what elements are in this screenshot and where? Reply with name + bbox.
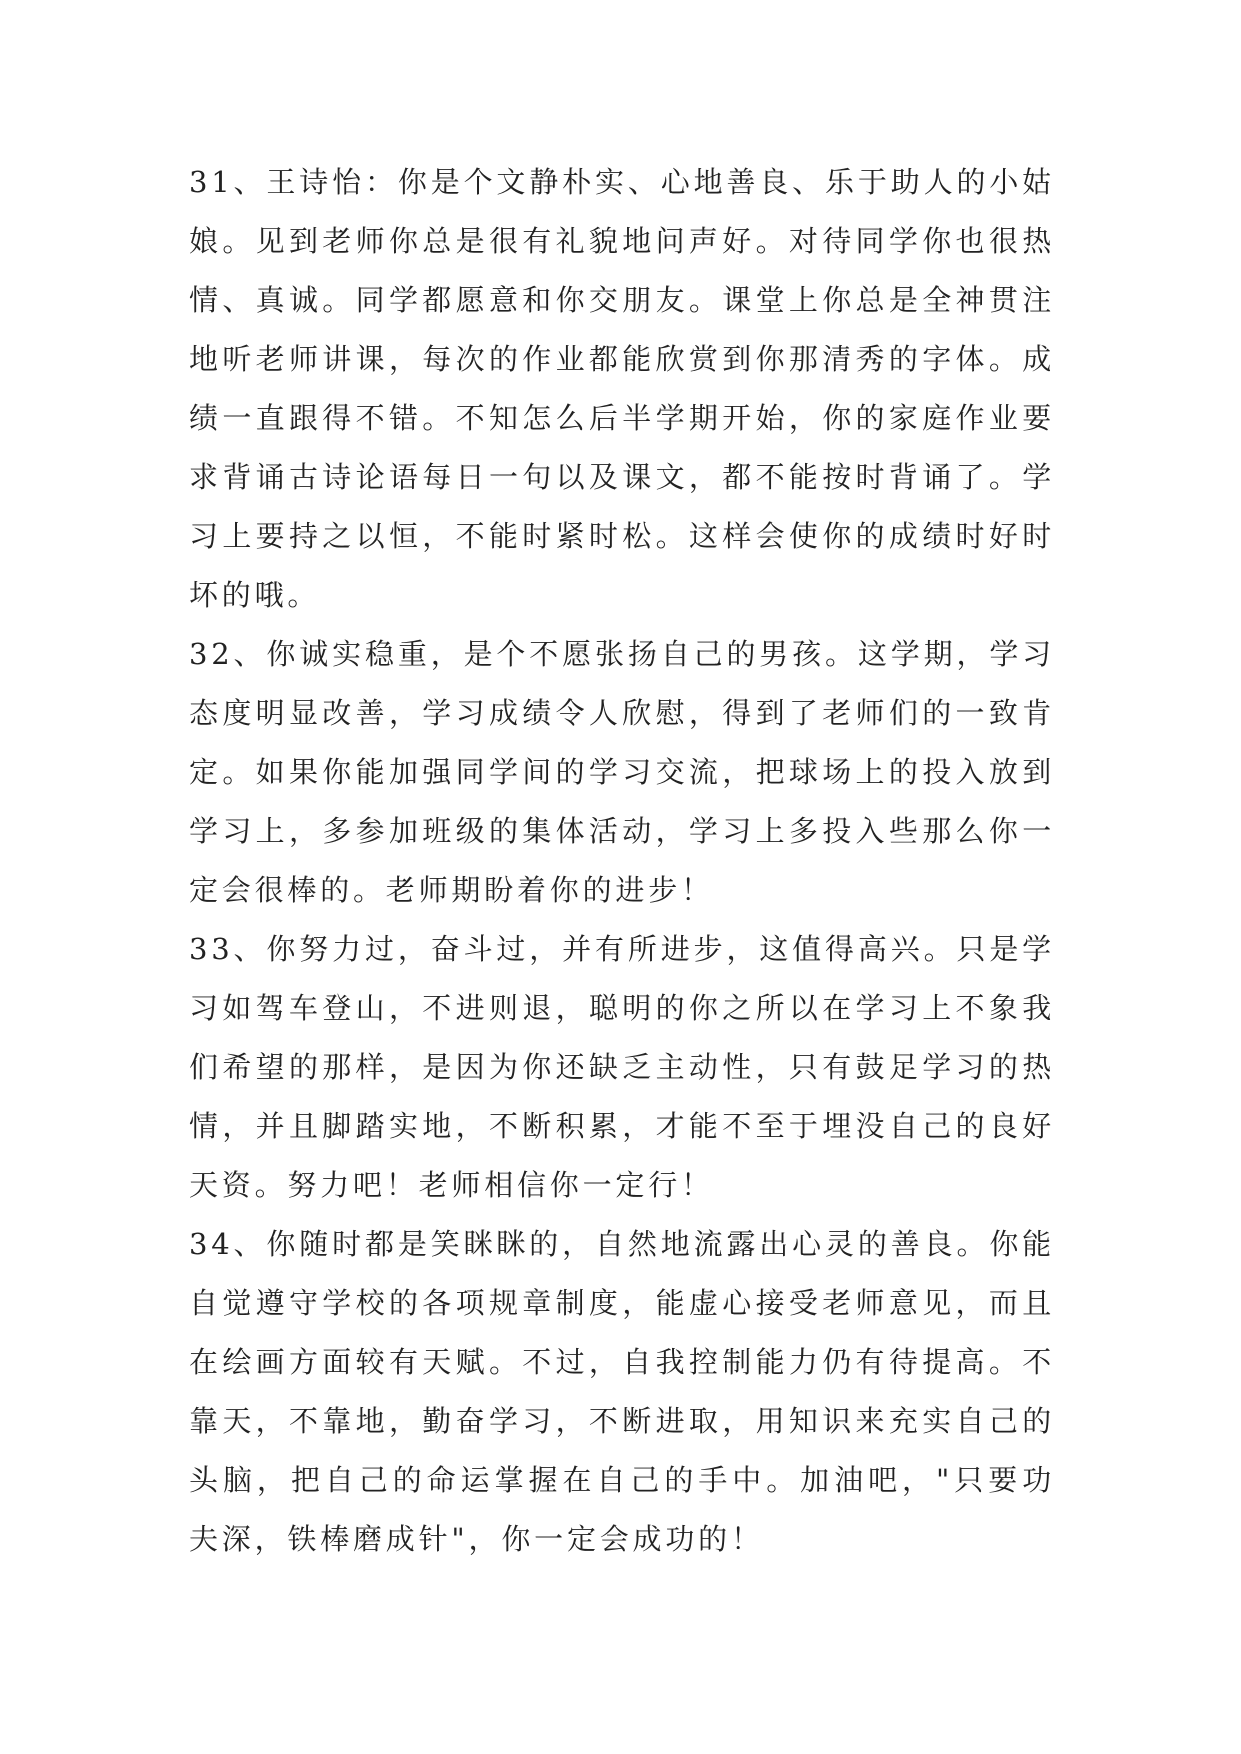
comment-paragraph-32: 32、你诚实稳重，是个不愿张扬自己的男孩。这学期，学习态度明显改善，学习成绩令人欣慰，得到了老师们的一致肯定。如果你能加强同学间的学习交流，把球场上的投入放到学习上，多参加班级的集体活动，学习上多投入些那么你一定会很棒的。老师期盼着你的进步！ bbox=[189, 637, 1055, 907]
comment-paragraph-31: 31、王诗怡：你是个文静朴实、心地善良、乐于助人的小姑娘。见到老师你总是很有礼貌地问声好。对待同学你也很热情、真诚。同学都愿意和你交朋友。课堂上你总是全神贯注地听老师讲课，每次的作业都能欣赏到你那清秀的字体。成绩一直跟得不错。不知怎么后半学期开始，你的家庭作业要求背诵古诗论语每日一句以及课文，都不能按时背诵了。学习上要持之以恒，不能时紧时松。这样会使你的成绩时好时坏的哦。 bbox=[189, 165, 1055, 612]
comment-paragraph-33: 33、你努力过，奋斗过，并有所进步，这值得高兴。只是学习如驾车登山，不进则退，聪明的你之所以在学习上不象我们希望的那样，是因为你还缺乏主动性，只有鼓足学习的热情，并且脚踏实地，不断积累，才能不至于埋没自己的良好天资。努力吧！老师相信你一定行！ bbox=[189, 932, 1055, 1202]
comment-paragraph-34: 34、你随时都是笑眯眯的，自然地流露出心灵的善良。你能自觉遵守学校的各项规章制度，能虚心接受老师意见，而且在绘画方面较有天赋。不过，自我控制能力仍有待提高。不靠天，不靠地，勤奋学习，不断进取，用知识来充实自己的头脑，把自己的命运掌握在自己的手中。加油吧，"只要功夫深，铁棒磨成针"，你一定会成功的！ bbox=[189, 1227, 1055, 1556]
document-body bbox=[189, 153, 1055, 1569]
